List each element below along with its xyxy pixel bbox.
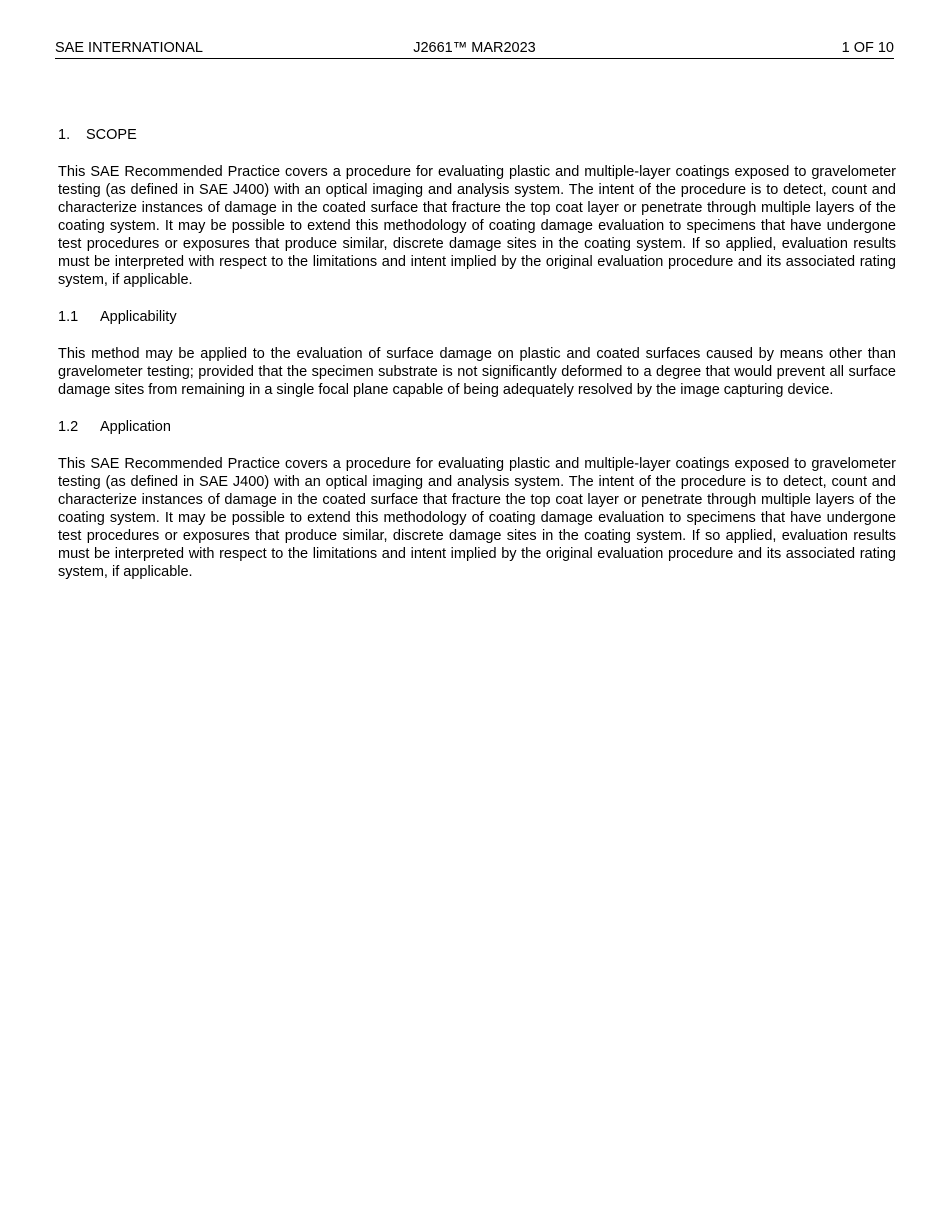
section-number: 1.1 (58, 309, 79, 325)
scope-paragraph: This SAE Recommended Practice covers a procedure for evaluating plastic and multiple-layer coatings exposed to gravelometer testing (as defined in SAE J400) with an optical imaging and analysis system. The intent of the procedure is to detect, count and characterize instances of damage in the coated surface that fracture the top coat layer or penetrate through multiple layers of the coating system. It may be possible to extend this methodology of coating damage evaluation to specimens that have undergone test procedures or exposures that produce similar, discrete damage sites in the coating system. If so applied, evaluation results must be interpreted with respect to the limitations and intent implied by the original evaluation procedure and its associated rating system, if applicable. (58, 164, 896, 288)
section-number: 1. (58, 127, 71, 143)
header-doc-id: J2661™ MAR2023 (413, 40, 536, 56)
section-title: SCOPE (86, 127, 137, 143)
header-page-number: 1 OF 10 (841, 40, 894, 56)
application-paragraph: This SAE Recommended Practice covers a procedure for evaluating plastic and multiple-layer coatings exposed to gravelometer testing (as defined in SAE J400) with an optical imaging and analysis system. The intent of the procedure is to detect, count and characterize instances of damage in the coated surface that fracture the top coat layer or penetrate through multiple layers of the coating system. It may be possible to extend this methodology of coating damage evaluation to specimens that have undergone test procedures or exposures that produce similar, discrete damage sites in the coating system. If so applied, evaluation results must be interpreted with respect to the limitations and intent implied by the original evaluation procedure and its associated rating system, if applicable. (58, 456, 896, 580)
section-heading-applicability (58, 308, 896, 326)
section-heading-application (58, 418, 896, 436)
section-heading-scope (58, 126, 896, 144)
document-body (58, 126, 896, 600)
section-title: Applicability (100, 309, 177, 325)
page-header (55, 38, 894, 59)
applicability-paragraph: This method may be applied to the evaluation of surface damage on plastic and coated surfaces caused by means other than gravelometer testing; provided that the specimen substrate is not significantly deformed to a degree that would prevent all surface damage sites from remaining in a single focal plane capable of being adequately resolved by the image capturing device. (58, 346, 896, 398)
section-title: Application (100, 419, 171, 435)
header-org: SAE INTERNATIONAL (55, 40, 203, 56)
section-number: 1.2 (58, 419, 79, 435)
